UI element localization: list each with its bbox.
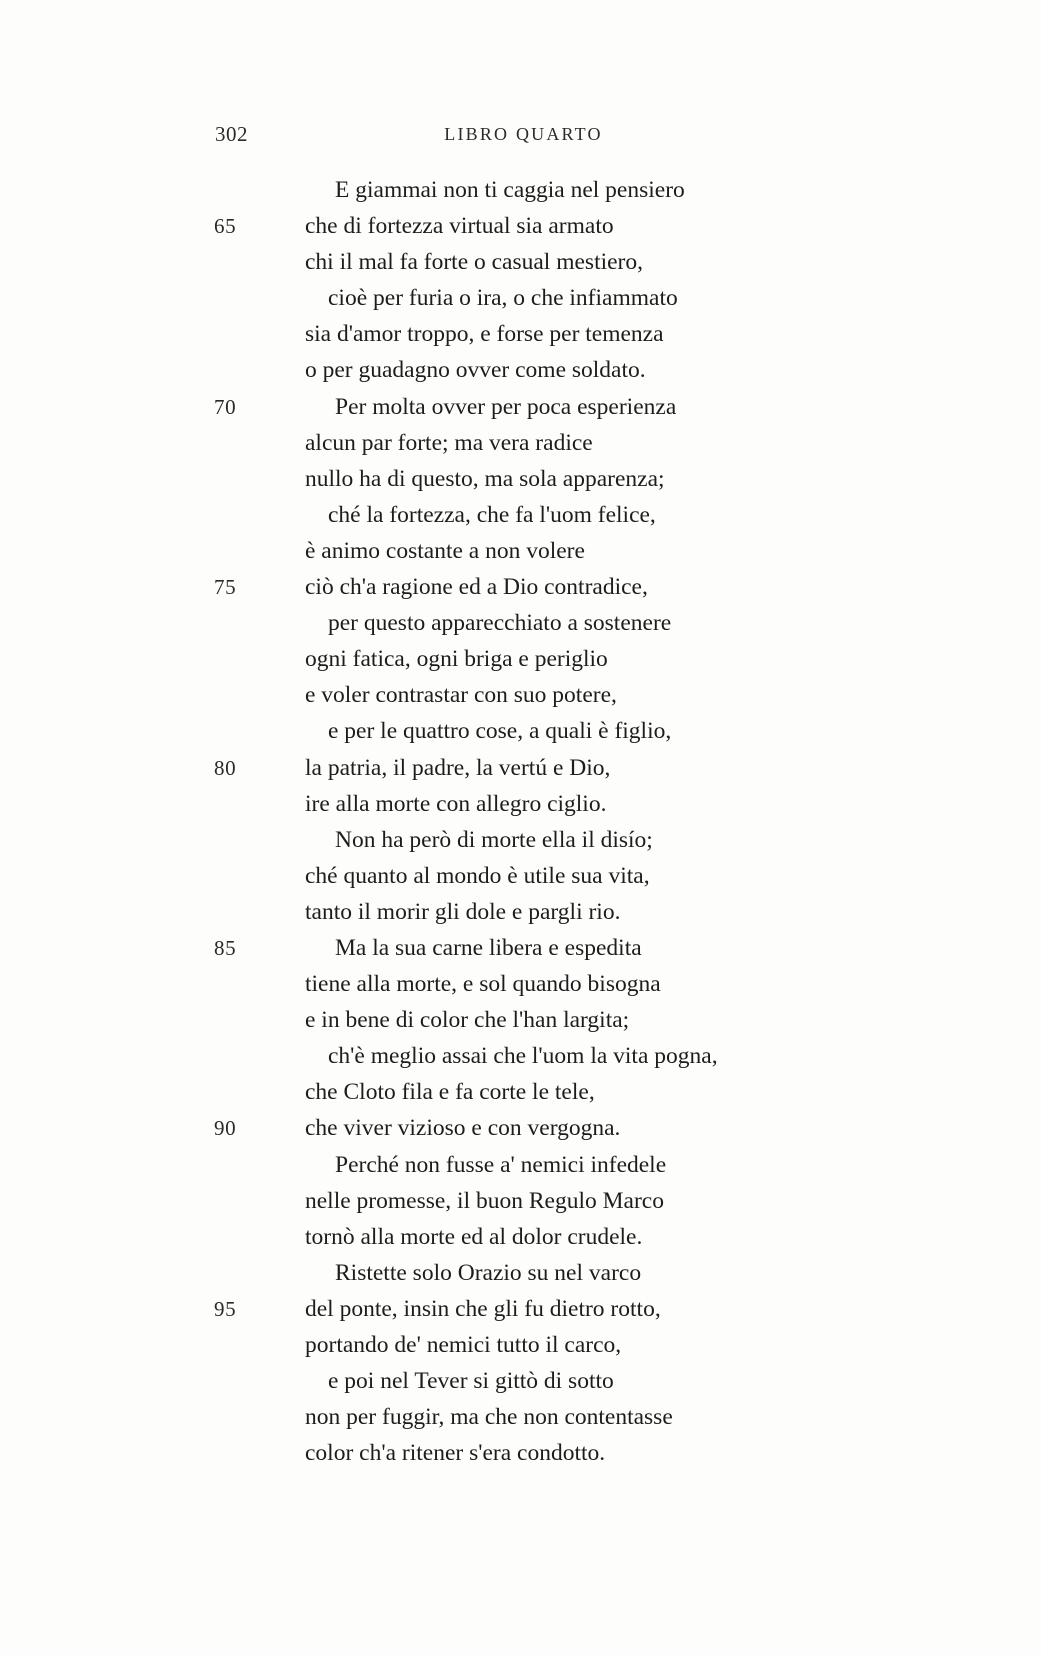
verse-text: ire alla morte con allegro ciglio. [305, 790, 607, 817]
verse-text: chi il mal fa forte o casual mestiero, [305, 249, 644, 276]
verse-number: 65 [214, 214, 237, 239]
verse-line [0, 1255, 1041, 1291]
page-number: 302 [215, 122, 248, 146]
verse-line [0, 1002, 1041, 1038]
verse-line [0, 1219, 1041, 1255]
verse-line [0, 316, 1041, 352]
verse-line [0, 1363, 1041, 1399]
verse-text: E giammai non ti caggia nel pensiero [335, 177, 685, 203]
verse-line [0, 750, 1041, 786]
verse-number: 70 [214, 394, 237, 419]
verse-text: Ma la sua carne libera e espedita [335, 934, 642, 961]
verse-line [0, 208, 1041, 244]
verse-text: Ristette solo Orazio su nel varco [335, 1259, 642, 1286]
verse-text: la patria, il padre, la vertú e Dio, [305, 754, 611, 781]
verse-line [0, 172, 1041, 208]
verse-text: nelle promesse, il buon Regulo Marco [305, 1187, 664, 1214]
verse-text: o per guadagno ovver come soldato. [305, 357, 646, 384]
verse-line [0, 1399, 1041, 1435]
verse-text: ciò ch'a ragione ed a Dio contradice, [305, 574, 648, 601]
verse-text: e poi nel Tever si gittò di sotto [328, 1368, 614, 1395]
verse-line [0, 1183, 1041, 1219]
verse-number: 95 [214, 1296, 237, 1321]
verse-text: ché quanto al mondo è utile sua vita, [305, 862, 650, 889]
verse-line [0, 244, 1041, 280]
verse-line [0, 1291, 1041, 1327]
verse-text: ché la fortezza, che fa l'uom felice, [328, 501, 656, 528]
verse-number: 90 [214, 1116, 237, 1141]
verse-line [0, 1435, 1041, 1471]
verse-line [0, 1327, 1041, 1363]
verse-text: che Cloto fila e fa corte le tele, [305, 1079, 595, 1106]
verse-line [0, 461, 1041, 497]
verse-text: cioè per furia o ira, o che infiammato [328, 285, 678, 312]
verse-text: del ponte, insin che gli fu dietro rotto, [305, 1295, 661, 1322]
verse-text: e per le quattro cose, a quali è figlio, [328, 718, 672, 745]
verse-text: ogni fatica, ogni briga e periglio [305, 646, 608, 673]
verse-line [0, 966, 1041, 1002]
verse-line [0, 641, 1041, 677]
verse-text: nullo ha di questo, ma sola apparenza; [305, 465, 665, 492]
verse-text: Non ha però di morte ella il disío; [335, 826, 653, 853]
verse-text: Perché non fusse a' nemici infedele [335, 1151, 667, 1178]
verse-block [0, 172, 1041, 1471]
verse-line [0, 677, 1041, 713]
verse-text: tiene alla morte, e sol quando bisogna [305, 971, 661, 998]
verse-line [0, 389, 1041, 425]
page-header [0, 122, 1041, 152]
verse-line [0, 930, 1041, 966]
verse-text: sia d'amor troppo, e forse per temenza [305, 321, 664, 348]
verse-text: Per molta ovver per poca esperienza [335, 393, 677, 420]
verse-line [0, 822, 1041, 858]
verse-text: è animo costante a non volere [305, 537, 585, 564]
verse-text: che viver vizioso e con vergogna. [305, 1115, 621, 1142]
verse-text: che di fortezza virtual sia armato [305, 213, 614, 240]
verse-text: color ch'a ritener s'era condotto. [305, 1440, 606, 1467]
verse-number: 75 [214, 575, 237, 600]
running-title: LIBRO QUARTO [444, 124, 603, 144]
verse-line [0, 786, 1041, 822]
verse-number: 80 [214, 755, 237, 780]
verse-text: alcun par forte; ma vera radice [305, 429, 593, 456]
verse-line [0, 1074, 1041, 1110]
verse-text: e voler contrastar con suo potere, [305, 682, 617, 709]
verse-line [0, 1038, 1041, 1074]
verse-line [0, 858, 1041, 894]
verse-line [0, 533, 1041, 569]
verse-line [0, 605, 1041, 641]
verse-line [0, 713, 1041, 749]
verse-line [0, 569, 1041, 605]
verse-text: per questo apparecchiato a sostenere [328, 610, 672, 637]
verse-number: 85 [214, 935, 237, 960]
verse-line [0, 1110, 1041, 1146]
verse-text: e in bene di color che l'han largita; [305, 1007, 630, 1034]
verse-line [0, 894, 1041, 930]
verse-text: tanto il morir gli dole e pargli rio. [305, 898, 621, 925]
verse-line [0, 1147, 1041, 1183]
verse-line [0, 280, 1041, 316]
verse-text: ch'è meglio assai che l'uom la vita pogna, [328, 1043, 718, 1070]
verse-line [0, 425, 1041, 461]
verse-line [0, 352, 1041, 388]
verse-text: portando de' nemici tutto il carco, [305, 1332, 622, 1358]
verse-text: non per fuggir, ma che non contentasse [305, 1404, 673, 1431]
verse-text: tornò alla morte ed al dolor crudele. [305, 1223, 643, 1250]
verse-line [0, 497, 1041, 533]
